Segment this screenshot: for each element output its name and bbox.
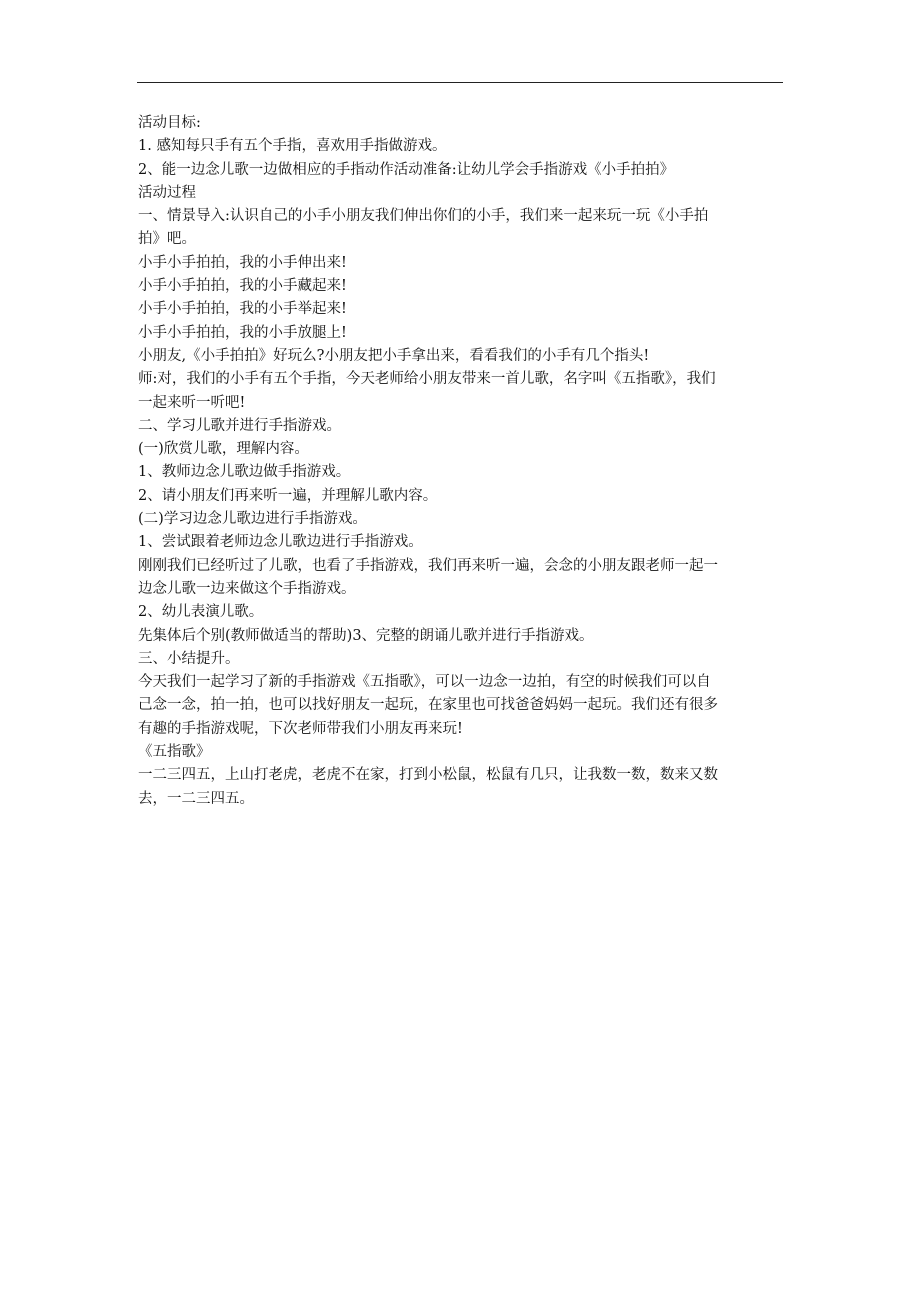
rhyme-line-1: 小手小手拍拍，我的小手伸出来! (138, 254, 347, 271)
substep-2-para-line-1: 刚刚我们已经听过了儿歌，也看了手指游戏，我们再来听一遍，会念的小朋友跟老师一起一 (138, 557, 718, 574)
song-lyrics-line-2: 去，一二三四五。 (138, 790, 254, 807)
summary-line-1: 今天我们一起学习了新的手指游戏《五指歌》，可以一边念一边拍，有空的时候我们可以自 (138, 674, 711, 691)
substep-2-heading: (二)学习边念儿歌边进行手指游戏。 (138, 511, 367, 528)
rhyme-line-2: 小手小手拍拍，我的小手藏起来! (138, 278, 347, 295)
step-2-heading: 二、学习儿歌并进行手指游戏。 (138, 417, 341, 434)
substep-2-item-1: 1、尝试跟着老师边念儿歌边进行手指游戏。 (138, 534, 423, 551)
substep-2-item-2: 2、幼儿表演儿歌。 (138, 604, 264, 621)
step-1-intro-line-2: 拍》吧。 (138, 231, 196, 248)
substep-2-para-line-2: 边念儿歌一边来做这个手指游戏。 (138, 580, 356, 597)
song-lyrics-line-1: 一二三四五，上山打老虎，老虎不在家，打到小松鼠，松鼠有几只，让我数一数，数来又数 (138, 767, 718, 784)
section-heading-process: 活动过程 (138, 184, 196, 201)
goal-item-1: 1. 感知每只手有五个手指，喜欢用手指做游戏。 (138, 138, 447, 155)
section-heading-goals: 活动目标: (138, 115, 201, 131)
substep-2-item-3: 先集体后个别(教师做适当的帮助)3、完整的朗诵儿歌并进行手指游戏。 (138, 627, 594, 644)
header-rule (137, 82, 783, 83)
goal-item-2: 2、能一边念儿歌一边做相应的手指动作活动准备:让幼儿学会手指游戏《小手拍拍》 (138, 161, 675, 178)
song-title: 《五指歌》 (138, 744, 211, 761)
summary-line-3: 有趣的手指游戏呢，下次老师带我们小朋友再来玩! (138, 720, 463, 737)
question-line: 小朋友,《小手拍拍》好玩么?小朋友把小手拿出来，看看我们的小手有几个指头! (138, 347, 650, 364)
step-1-intro-line-1: 一、情景导入:认识自己的小手小朋友我们伸出你们的小手，我们来一起来玩一玩《小手拍 (138, 208, 709, 225)
substep-1-item-1: 1、教师边念儿歌边做手指游戏。 (138, 464, 351, 481)
rhyme-line-3: 小手小手拍拍，我的小手举起来! (138, 301, 347, 318)
substep-1-item-2: 2、请小朋友们再来听一遍，并理解儿歌内容。 (138, 487, 438, 504)
summary-line-2: 己念一念，拍一拍，也可以找好朋友一起玩，在家里也可找爸爸妈妈一起玩。我们还有很多 (138, 697, 718, 714)
substep-1-heading: (一)欣赏儿歌，理解内容。 (138, 441, 309, 458)
document-body (138, 112, 788, 811)
teacher-line-1: 师:对，我们的小手有五个手指，今天老师给小朋友带来一首儿歌，名字叫《五指歌》，我们 (138, 371, 716, 388)
teacher-line-2: 一起来听一听吧! (138, 394, 246, 411)
step-3-heading: 三、小结提升。 (138, 650, 240, 667)
rhyme-line-4: 小手小手拍拍，我的小手放腿上! (138, 324, 347, 341)
